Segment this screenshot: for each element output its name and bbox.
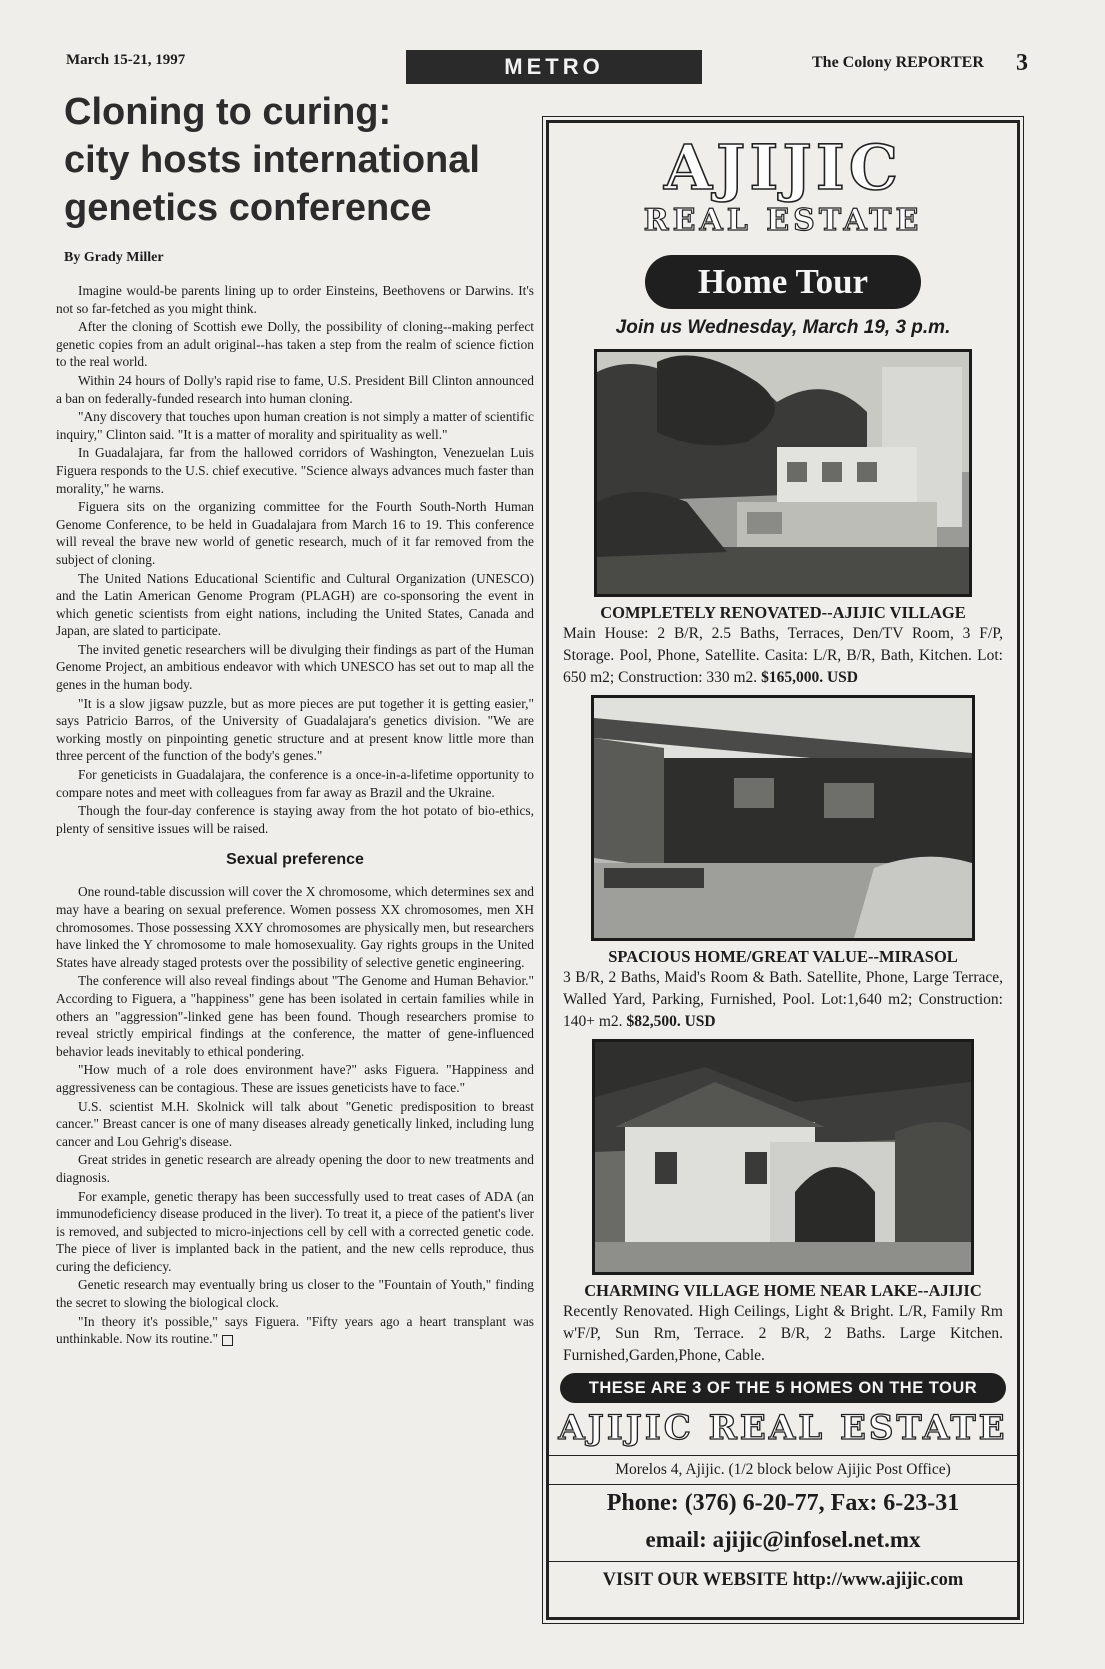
paragraph-text: "In theory it's possible," says Figuera. "Fifty years ago a heart transplant was unthinkable. Now its routine." [56,1313,534,1347]
ad-address: Morelos 4, Ajijic. (1/2 block below Ajijic Post Office) [549,1455,1017,1485]
article-body [56,282,534,1348]
paragraph: Genetic research may eventually bring us closer to the "Fountain of Youth," finding the secret to slowing the biological clock. [56,1277,534,1311]
page-number: 3 [1016,50,1028,76]
ad-email: email: ajijic@infosel.net.mx [645,1527,921,1552]
listing-title: CHARMING VILLAGE HOME NEAR LAKE--AJIJIC [584,1281,982,1300]
paragraph: "Any discovery that touches upon human creation is not simply a matter of scientific inquiry," Clinton said. "It is a matter of morality and spirituality as well." [56,409,534,442]
tour-invite: Join us Wednesday, March 19, 3 p.m. [615,317,951,338]
paragraph: Figuera sits on the organizing committee for the Fourth South-North Human Genome Conference, to be held in Guadalajara from March 16 to 19. This conference will reveal the brave new world of genetic research, much of it far removed from the subject of cloning. [56,499,534,567]
paragraph: Great strides in genetic research are already opening the door to new treatments and diagnosis. [56,1152,534,1185]
listing-text: 3 B/R, 2 Baths, Maid's Room & Bath. Satellite, Phone, Large Terrace, Walled Yard, Parking, Furnished, Pool. Lot:1,640 m2; Construction: 140+ m2. [563,969,1003,1030]
paragraph: Within 24 hours of Dolly's rapid rise to fame, U.S. President Bill Clinton announced a ban on federally-funded research into human cloning. [56,372,534,406]
ad-footer-logo: AJIJIC REAL ESTATE [558,1408,1008,1448]
headline-line: city hosts international [64,139,480,181]
tour-note-banner: THESE ARE 3 OF THE 5 HOMES ON THE TOUR [560,1373,1006,1403]
paragraph: The United Nations Educational Scientific and Cultural Organization (UNESCO) and the Latin American Genome Program (PLAGH) are co-sponsoring the event in which genetic scientists from eight nations, including the United States, Canada and Japan, are slated to participate. [56,570,534,639]
ad-website: VISIT OUR WEBSITE http://www.ajijic.com [549,1561,1017,1598]
headline-line: genetics conference [64,187,432,229]
issue-date: March 15-21, 1997 [66,52,186,68]
real-estate-ad [546,120,1020,1620]
house-photo-3 [592,1039,974,1275]
paragraph: Though the four-day conference is staying away from the hot potato of bio-ethics, plenty of sensitive issues will be raised. [56,803,534,836]
listing-details [549,623,1017,689]
paragraph: One round-table discussion will cover the X chromosome, which determines sex and may have a bearing on sexual preference. Women possess XX chromosomes, men XH chromosomes. Those possessing XXY chromosomes are physically men, but researchers have linked the Y chromosome to male homosexuality. Gay rights groups in the United States have already staged protests over the possibility of selective genetic engineering. [56,884,534,970]
ad-brand-subtitle: REAL ESTATE [643,203,923,238]
article [56,88,534,1349]
ad-phone: Phone: (376) 6-20-77, Fax: 6-23-31 [606,1490,960,1516]
subhead: Sexual preference [226,851,364,869]
listing-title: SPACIOUS HOME/GREAT VALUE--MIRASOL [608,947,958,966]
section-banner: METRO [406,50,702,84]
paragraph: Imagine would-be parents lining up to order Einsteins, Beethovens or Darwins. It's not so far-fetched as you might think. [56,283,534,316]
paragraph: The invited genetic researchers will be divulging their findings as part of the Human Genome Project, an ambitious endeavor with which UNESCO has set out to map all the genes in the human body. [56,641,534,693]
listing-title: COMPLETELY RENOVATED--AJIJIC VILLAGE [600,603,966,622]
byline: By Grady Miller [64,250,164,265]
listing-text: Recently Renovated. High Ceilings, Light & Bright. L/R, Family Rm w'F/P, Sun Rm, Terrace. 2 B/R, 2 Baths. Large Kitchen. Furnished,Garden,Phone, Cable. [563,1303,1003,1364]
paragraph: In Guadalajara, far from the hallowed corridors of Washington, Venezuelan Luis Figuera responds to the U.S. chief executive. "Science always advances much faster than morality," he warns. [56,445,534,496]
paragraph: The conference will also reveal findings about "The Genome and Human Behavior." According to Figuera, a "happiness" gene has been isolated in certain families while in others an "aggression"-linked gene has been found. Though researchers promise to reveal strictly empirical findings at the conference, the matter of gene-influenced behavior leads inevitably to ethical pondering. [56,973,534,1059]
listing-price: $165,000. USD [761,669,858,686]
ad-brand-logo: AJIJIC [663,131,903,204]
paragraph: "How much of a role does environment have?" asks Figuera. "Happiness and aggressiveness can be contagious. These are issues geneticists have to face." [56,1062,534,1095]
paragraph [56,1313,534,1348]
headline [64,88,534,232]
paragraph: After the cloning of Scottish ewe Dolly, the possibility of cloning--making perfect genetic copies from an adult original--has taken a step from the realm of science fiction to the real world. [56,319,534,370]
headline-line: Cloning to curing: [64,91,392,133]
house-photo-2 [591,695,975,941]
listing-price: $82,500. USD [626,1013,716,1030]
listing-details [549,1301,1017,1367]
paragraph: U.S. scientist M.H. Skolnick will talk about "Genetic predisposition to breast cancer." Breast cancer is one of many diseases already genetically linked, including lung cancer and Lou Gehrig's disease. [56,1098,534,1149]
home-tour-badge: Home Tour [645,255,921,309]
listing-details [549,967,1017,1033]
paragraph: For example, genetic therapy has been successfully used to treat cases of ADA (an immunodeficiency disease produced in the liver). To treat it, a piece of the patient's liver is removed, and subjected to micro-injections cell by cell with a corrected genetic code. The piece of liver is implanted back in the patient, and the new cells reproduce, thus curing the deficiency. [56,1188,534,1274]
paragraph: "It is a slow jigsaw puzzle, but as more pieces are put together it is getting easier," says Patricio Barros, of the University of Guadalajara's genetics division. "We are working mostly on pinpointing genetic structure and at present know little more than three percent of the function of the body's genes." [56,695,534,764]
paragraph: For geneticists in Guadalajara, the conference is a once-in-a-lifetime opportunity to compare notes and meet with colleagues from far away as Brazil and the Ukraine. [56,767,534,800]
end-of-story-icon [222,1335,233,1346]
house-photo-1 [594,349,972,597]
paper-name: The Colony REPORTER [812,54,984,71]
listing-text: Main House: 2 B/R, 2.5 Baths, Terraces, Den/TV Room, 3 F/P, Storage. Pool, Phone, Satellite. Casita: L/R, B/R, Bath, Kitchen. Lot: 650 m2; Construction: 330 m2. [563,625,1003,686]
